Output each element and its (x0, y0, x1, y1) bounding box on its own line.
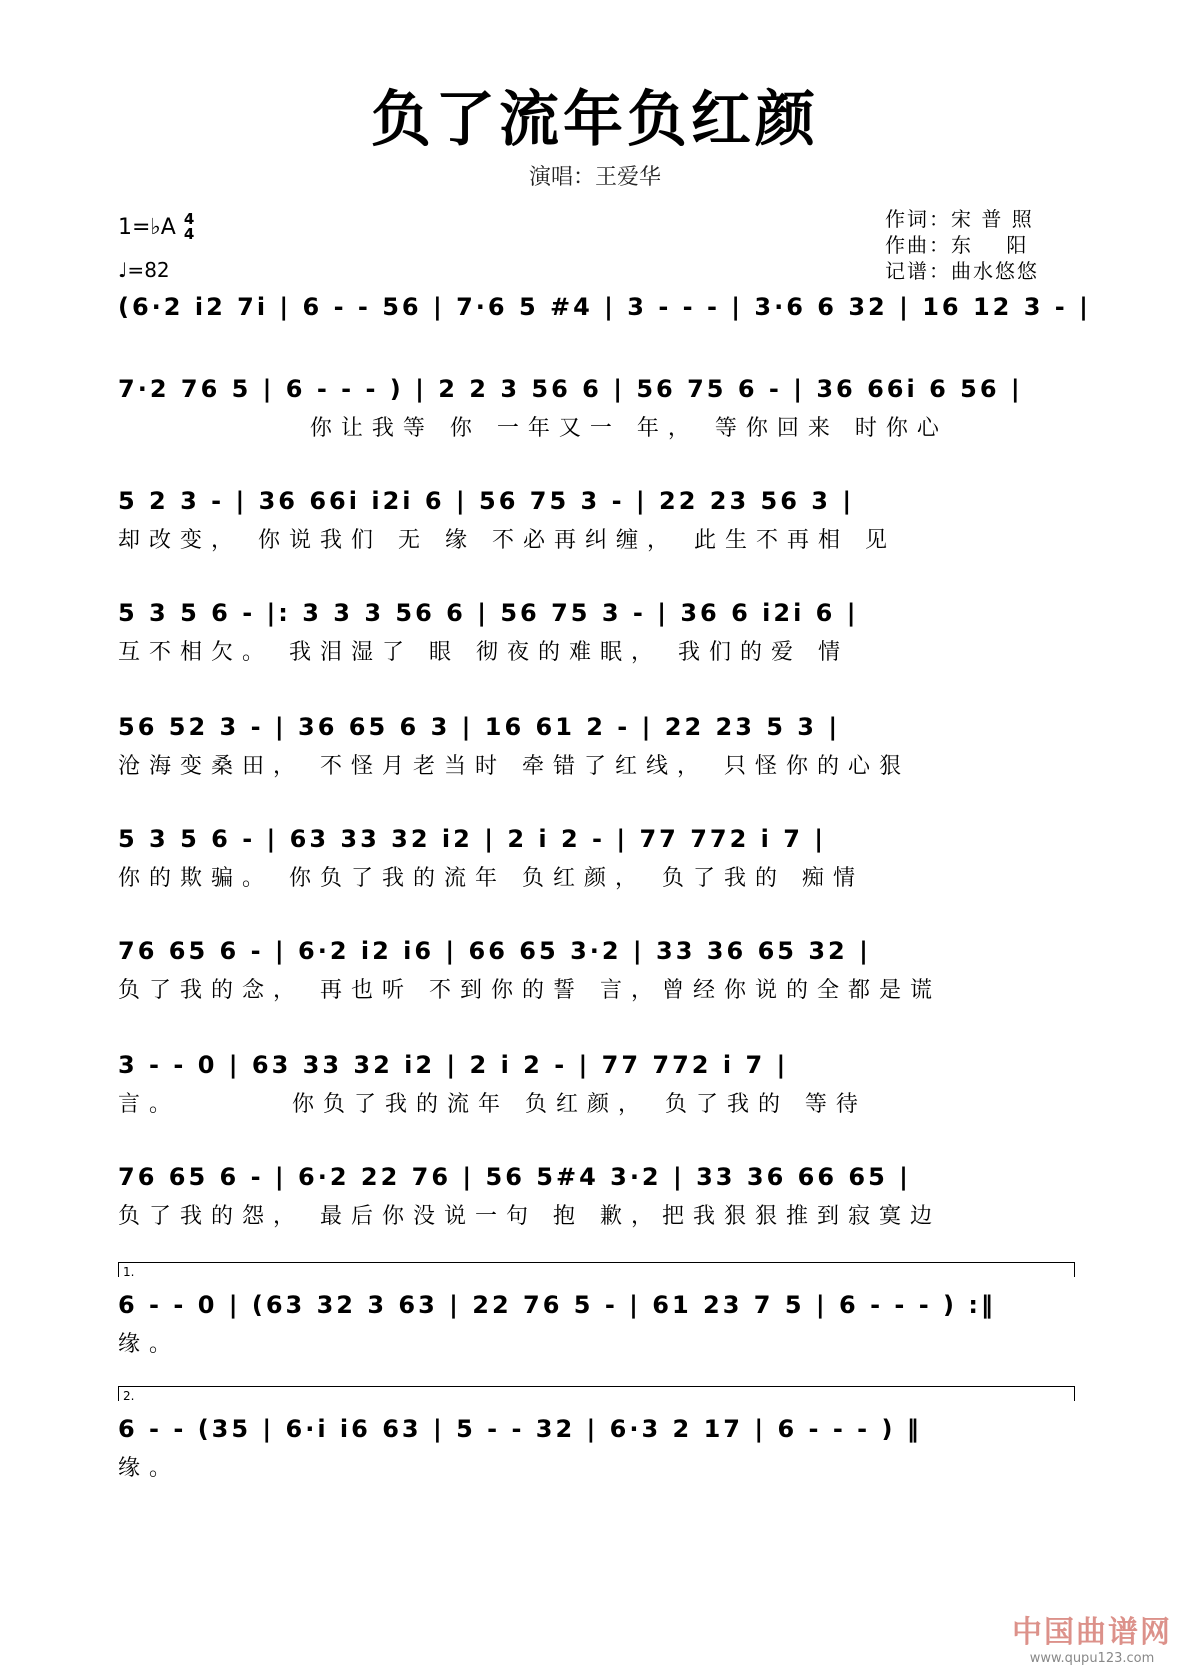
staff-line-9 (118, 1154, 1073, 1234)
notes-row: 76 65 6 - | 6·2 i2 i6 | 66 65 3·2 | 33 36 65 32 | (118, 937, 871, 965)
notes-row: 3 - - 0 | 63 33 32 i2 | 2 i 2 - | 77 772 i 7 | (118, 1051, 789, 1079)
first-ending (118, 1282, 1073, 1362)
site-watermark (1012, 1607, 1172, 1666)
lyrics-row: 缘。 (118, 1456, 181, 1481)
staff-line-2 (118, 366, 1073, 446)
notes-row: 5 3 5 6 - | 63 33 32 i2 | 2 i 2 - | 77 772 i 7 | (118, 825, 827, 853)
staff-line-3 (118, 478, 1073, 558)
notes-row: 76 65 6 - | 6·2 22 76 | 56 5#4 3·2 | 33 36 66 65 | (118, 1163, 911, 1191)
time-bottom: 4 (183, 225, 195, 243)
notes-row: 7·2 76 5 | 6 - - - ) | 2 2 3 56 6 | 56 75 6 - | 36 66i 6 56 | (118, 375, 1023, 403)
composer-credit: 作曲：东 阳 (885, 233, 1029, 257)
notes-row: (6·2 i2 7i | 6 - - 56 | 7·6 5 #4 | 3 - - - | 3·6 6 32 | 16 12 3 - | (118, 293, 1091, 321)
lyrics-row: 你让我等 你 一年又一 年， 等你回来 时你心 (118, 416, 948, 441)
first-ending-label: 1. (123, 1265, 135, 1279)
staff-line-6 (118, 816, 1073, 896)
singer-credit: 演唱：王爱华 (528, 165, 661, 190)
notes-row: 5 3 5 6 - |: 3 3 3 56 6 | 56 75 3 - | 36 6 i2i 6 | (118, 599, 859, 627)
second-ending-bracket (118, 1386, 1075, 1401)
staff-line-7 (118, 928, 1073, 1008)
second-ending (118, 1406, 1073, 1486)
notes-row: 56 52 3 - | 36 65 6 3 | 16 61 2 - | 22 23 5 3 | (118, 713, 841, 741)
notes-row: 6 - - (35 | 6·i i6 63 | 5 - - 32 | 6·3 2 17 | 6 - - - ) ‖ (118, 1415, 922, 1443)
lyrics-row: 却改变， 你说我们 无 缘 不必再纠缠， 此生不再相 见 (118, 528, 896, 553)
staff-line-8 (118, 1042, 1073, 1122)
second-ending-label: 2. (123, 1389, 135, 1403)
credits-block (885, 206, 1039, 284)
lyricist-credit: 作词：宋 普 照 (885, 207, 1034, 231)
lyrics-row: 沧海变桑田， 不怪月老当时 牵错了红线， 只怪你的心狠 (118, 754, 910, 779)
watermark-url: www.qupu123.com (1029, 1651, 1155, 1666)
transcriber-credit: 记谱：曲水悠悠 (885, 259, 1039, 283)
time-top: 4 (183, 210, 195, 228)
first-ending-bracket (118, 1262, 1075, 1277)
lyrics-row: 你的欺骗。 你负了我的流年 负红颜， 负了我的 痴情 (118, 866, 864, 891)
key-signature (118, 212, 194, 242)
staff-line-5 (118, 704, 1073, 784)
key-text: 1=♭A (118, 214, 176, 240)
staff-line-1 (118, 284, 1091, 364)
lyrics-row: 言。 你负了我的流年 负红颜， 负了我的 等待 (118, 1092, 867, 1117)
notes-row: 5 2 3 - | 36 66i i2i 6 | 56 75 3 - | 22 23 56 3 | (118, 487, 855, 515)
staff-line-4 (118, 590, 1073, 670)
lyrics-row (118, 330, 1073, 364)
lyrics-row: 负了我的念， 再也听 不到你的誓 言，曾经你说的全都是谎 (118, 978, 941, 1003)
lyrics-row: 缘。 (118, 1332, 181, 1357)
lyrics-row: 负了我的怨， 最后你没说一句 抱 歉，把我狠狠推到寂寞边 (118, 1204, 941, 1229)
song-title: 负了流年负红颜 (371, 85, 819, 155)
time-signature (184, 212, 194, 242)
tempo-marking: ♩=82 (118, 258, 170, 282)
lyrics-row: 互不相欠。 我泪湿了 眼 彻夜的难眠， 我们的爱 情 (118, 640, 849, 665)
watermark-text: 中国曲谱网 (1012, 1615, 1172, 1650)
notes-row: 6 - - 0 | (63 32 3 63 | 22 76 5 - | 61 23 7 5 | 6 - - - ) :‖ (118, 1291, 996, 1319)
